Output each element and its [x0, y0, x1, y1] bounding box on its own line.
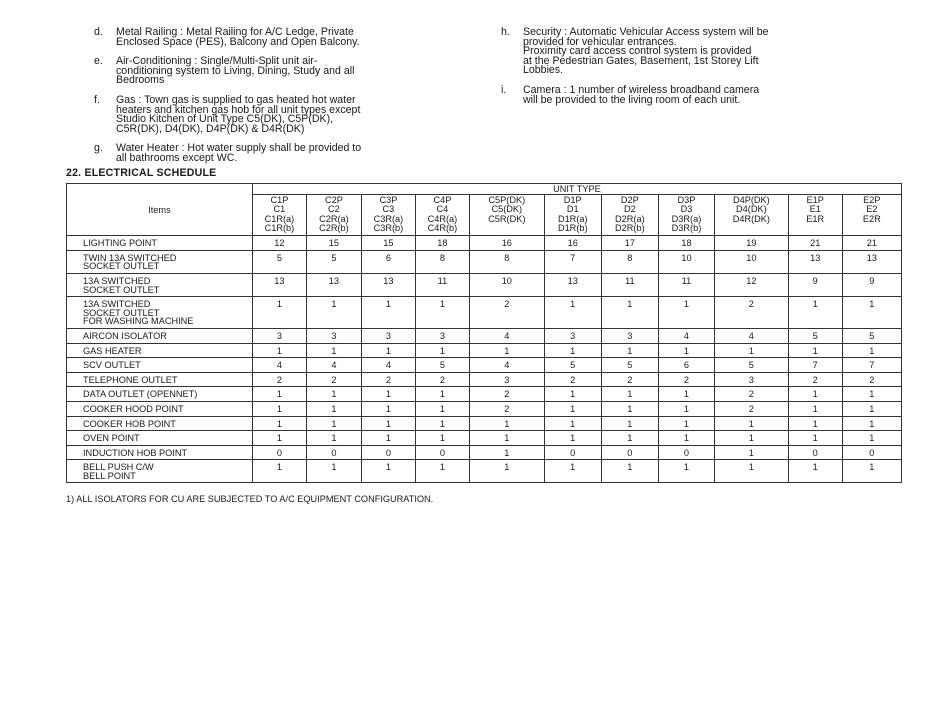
table-cell: 1: [252, 460, 306, 483]
table-cell: 0: [544, 445, 601, 460]
table-cell: 1: [714, 431, 788, 446]
row-label: [67, 431, 253, 446]
unit-type-name: E1R: [806, 213, 825, 224]
table-cell: 6: [361, 250, 415, 273]
table-cell: 1: [415, 297, 469, 329]
unit-type-name: C3: [382, 204, 395, 215]
table-cell: 15: [361, 236, 415, 251]
row-label-line: 13A SWITCHED: [83, 299, 151, 310]
item-letter: i.: [501, 83, 507, 96]
table-cell: 1: [252, 297, 306, 329]
table-cell: 1: [714, 343, 788, 358]
item-letter: f.: [94, 93, 100, 106]
table-cell: 0: [415, 445, 469, 460]
unit-type-name: D1R(b): [557, 222, 588, 233]
unit-type-name: E2P: [863, 195, 881, 205]
unit-type-column-header: [469, 195, 544, 236]
table-cell: 13: [252, 273, 306, 296]
unit-type-name: D1R(a): [557, 213, 588, 224]
table-cell: 1: [361, 401, 415, 416]
row-label-line: SCV OUTLET: [83, 360, 141, 371]
unit-type-name: C1R(b): [264, 222, 295, 233]
table-cell: 2: [469, 297, 544, 329]
table-cell: 1: [714, 416, 788, 431]
table-cell: 1: [658, 297, 714, 329]
table-cell: 2: [714, 297, 788, 329]
unit-type-name: C2: [328, 204, 340, 215]
item-text-line: Enclosed Space (PES), Balcony and Open Balcony.: [116, 35, 360, 48]
item-text-line: Camera : 1 number of wireless broadband camera: [523, 83, 760, 96]
table-cell: 1: [788, 387, 842, 402]
item-text-line: Gas : Town gas is supplied to gas heated hot water: [116, 93, 356, 106]
table-row: [67, 445, 902, 460]
table-cell: 1: [469, 416, 544, 431]
table-cell: 3: [469, 372, 544, 387]
unit-type-name: C1: [273, 204, 286, 215]
unit-type-name: C2P: [324, 195, 343, 205]
table-cell: 3: [714, 372, 788, 387]
row-label-line: FOR WASHING MACHINE: [83, 316, 194, 327]
unit-type-column-header: [658, 195, 714, 236]
unit-type-name: C4: [436, 204, 449, 215]
unit-type-name: E2R: [862, 213, 881, 224]
unit-type-column-header: [842, 195, 901, 236]
unit-type-name: D2: [623, 204, 636, 215]
row-label: [67, 445, 253, 460]
row-label-line: INDUCTION HOB POINT: [83, 447, 188, 458]
table-cell: 1: [601, 387, 658, 402]
unit-type-name: D2R(b): [615, 222, 645, 233]
table-cell: 1: [544, 343, 601, 358]
row-label-line: TWIN 13A SWITCHED: [83, 252, 177, 263]
row-label-line: BELL POINT: [83, 470, 136, 481]
table-cell: 2: [788, 372, 842, 387]
item-text: [116, 144, 450, 163]
table-cell: 1: [601, 460, 658, 483]
footnote: 1) ALL ISOLATORS FOR CU ARE SUBJECTED TO A/C EQUIPMENT CONFIGURATION.: [66, 494, 434, 504]
table-cell: 1: [361, 460, 415, 483]
table-cell: 1: [415, 343, 469, 358]
section-title: 22. ELECTRICAL SCHEDULE: [66, 167, 217, 179]
table-cell: 9: [788, 273, 842, 296]
table-row: [67, 297, 902, 329]
table-row: [67, 273, 902, 296]
table-row: [67, 460, 902, 483]
unit-type-name: C3R(b): [373, 222, 404, 233]
item-text: [116, 93, 450, 135]
table-cell: 13: [544, 273, 601, 296]
table-cell: 3: [306, 328, 361, 343]
table-cell: 1: [306, 460, 361, 483]
item-text-line: Water Heater : Hot water supply shall be provided to: [116, 142, 362, 155]
table-cell: 0: [306, 445, 361, 460]
table-cell: 1: [788, 416, 842, 431]
table-cell: 1: [601, 431, 658, 446]
unit-type-name: C5(DK): [491, 204, 523, 215]
table-cell: 1: [601, 401, 658, 416]
table-cell: 0: [658, 445, 714, 460]
table-cell: 1: [601, 297, 658, 329]
row-label: [67, 328, 253, 343]
unit-type-name: D2R(a): [615, 213, 645, 224]
table-cell: 1: [544, 387, 601, 402]
row-label: [67, 273, 253, 296]
table-cell: 0: [842, 445, 901, 460]
table-cell: 1: [842, 343, 901, 358]
item-text-line: all bathrooms except WC.: [116, 151, 238, 164]
table-cell: 1: [658, 416, 714, 431]
table-cell: 1: [469, 460, 544, 483]
table-cell: 2: [252, 372, 306, 387]
unit-type-name: C5P(DK): [488, 195, 526, 205]
table-cell: 1: [306, 387, 361, 402]
item-text-line: Metal Railing : Metal Railing for A/C Ledge, Private: [116, 26, 354, 38]
table-cell: 3: [601, 328, 658, 343]
row-label-line: 13A SWITCHED: [83, 275, 151, 286]
table-cell: 11: [658, 273, 714, 296]
table-cell: 1: [544, 431, 601, 446]
table-cell: 4: [361, 358, 415, 373]
table-cell: 18: [658, 236, 714, 251]
table-cell: 3: [544, 328, 601, 343]
table-cell: 1: [252, 416, 306, 431]
table-cell: 15: [306, 236, 361, 251]
item-letter: g.: [94, 142, 103, 155]
unit-type-column-header: [306, 195, 361, 236]
row-label-line: LIGHTING POINT: [83, 238, 158, 249]
row-label: [67, 236, 253, 251]
unit-type-name: C1R(a): [264, 213, 295, 224]
unit-type-name: C5R(DK): [488, 213, 526, 224]
table-cell: 1: [469, 445, 544, 460]
table-cell: 0: [788, 445, 842, 460]
table-cell: 2: [842, 372, 901, 387]
table-cell: 3: [361, 328, 415, 343]
row-label: [67, 297, 253, 329]
table-cell: 1: [544, 297, 601, 329]
table-cell: 1: [544, 460, 601, 483]
items-header: Items: [67, 184, 253, 236]
table-cell: 5: [788, 328, 842, 343]
table-cell: 1: [306, 297, 361, 329]
item-text-line: C5R(DK), D4(DK), D4P(DK) & D4R(DK): [116, 122, 305, 135]
table-cell: 5: [601, 358, 658, 373]
right-item: [501, 83, 857, 106]
table-row: [67, 401, 902, 416]
item-text-line: Air-Conditioning : Single/Multi-Split unit air-: [116, 55, 318, 68]
row-label-line: SOCKET OUTLET: [83, 261, 160, 272]
item-letter: e.: [94, 55, 103, 68]
table-cell: 1: [788, 431, 842, 446]
table-row: [67, 343, 902, 358]
row-label-line: DATA OUTLET (OPENNET): [83, 389, 198, 400]
table-cell: 1: [252, 401, 306, 416]
item-text: [116, 28, 450, 47]
item-text-line: will be provided to the living room of each unit.: [523, 93, 741, 106]
row-label: [67, 372, 253, 387]
item-text-line: Bedrooms: [116, 74, 165, 87]
table-cell: 11: [415, 273, 469, 296]
table-cell: 5: [714, 358, 788, 373]
unit-type-name: C4P: [433, 195, 452, 205]
table-cell: 1: [714, 445, 788, 460]
unit-type-name: D3P: [677, 195, 696, 205]
unit-type-name: C4R(a): [427, 213, 458, 224]
row-label-line: AIRCON ISOLATOR: [83, 330, 167, 341]
item-text-line: heaters and kitchen gas hob for all unit types except: [116, 103, 361, 116]
left-column: [94, 28, 450, 174]
unit-type-name: D3R(b): [671, 222, 702, 233]
table-cell: 1: [788, 343, 842, 358]
table-cell: 7: [842, 358, 901, 373]
right-column: [501, 28, 857, 115]
table-cell: 3: [252, 328, 306, 343]
table-cell: 1: [658, 460, 714, 483]
table-cell: 16: [469, 236, 544, 251]
table-cell: 1: [601, 343, 658, 358]
table-cell: 4: [252, 358, 306, 373]
table-row: [67, 431, 902, 446]
table-cell: 5: [415, 358, 469, 373]
table-cell: 2: [658, 372, 714, 387]
table-cell: 1: [415, 387, 469, 402]
table-cell: 2: [601, 372, 658, 387]
row-label: [67, 387, 253, 402]
table-cell: 1: [361, 431, 415, 446]
unit-type-name: E1: [809, 204, 821, 215]
table-cell: 0: [601, 445, 658, 460]
unit-type-name: D1: [566, 204, 579, 215]
table-cell: 12: [714, 273, 788, 296]
table-cell: 1: [842, 387, 901, 402]
table-cell: 13: [306, 273, 361, 296]
row-label-line: BELL PUSH C/W: [83, 462, 154, 473]
table-row: [67, 236, 902, 251]
table-row: [67, 328, 902, 343]
unit-type-name: D4P(DK): [732, 195, 770, 205]
table-cell: 4: [469, 358, 544, 373]
unit-type-column-header: [252, 195, 306, 236]
unit-type-name: C3R(a): [373, 213, 404, 224]
table-cell: 1: [415, 460, 469, 483]
item-text: [116, 57, 450, 86]
table-cell: 4: [306, 358, 361, 373]
item-text-line: Proximity card access control system is provided: [523, 45, 752, 58]
row-label-line: TELEPHONE OUTLET: [83, 374, 178, 385]
table-cell: 1: [306, 431, 361, 446]
unit-type-name: C2R(a): [319, 213, 349, 224]
unit-type-row: [67, 184, 902, 195]
item-text-line: Studio Kitchen of Unit Type C5(DK), C5P(DK),: [116, 113, 334, 126]
item-text-line: conditioning system to Living, Dining, Study and all: [116, 64, 355, 77]
table-cell: 2: [544, 372, 601, 387]
table-cell: 2: [361, 372, 415, 387]
table-cell: 1: [544, 401, 601, 416]
table-row: [67, 387, 902, 402]
unit-type-column-header: [601, 195, 658, 236]
table-cell: 18: [415, 236, 469, 251]
left-item: [94, 28, 450, 47]
unit-type-name: C2R(b): [319, 222, 349, 233]
table-cell: 19: [714, 236, 788, 251]
right-item: [501, 28, 857, 76]
table-cell: 1: [361, 416, 415, 431]
table-cell: 1: [714, 460, 788, 483]
table-cell: 7: [544, 250, 601, 273]
row-label-line: SOCKET OUTLET: [83, 284, 160, 295]
table-cell: 17: [601, 236, 658, 251]
table-cell: 21: [842, 236, 901, 251]
unit-type-name: D1P: [563, 195, 582, 205]
table-cell: 5: [306, 250, 361, 273]
row-label-line: COOKER HOB POINT: [83, 418, 176, 429]
table-cell: 13: [361, 273, 415, 296]
unit-type-column-header: [361, 195, 415, 236]
table-cell: 7: [788, 358, 842, 373]
table-cell: 1: [658, 431, 714, 446]
table-cell: 1: [842, 297, 901, 329]
unit-type-column-header: [714, 195, 788, 236]
table-cell: 1: [469, 343, 544, 358]
unit-type-name: C1P: [270, 195, 289, 205]
item-text-line: at the Pedestrian Gates, Basement, 1st Storey Lift: [523, 54, 759, 67]
table-cell: 1: [252, 343, 306, 358]
table-cell: 1: [361, 387, 415, 402]
table-cell: 8: [601, 250, 658, 273]
table-cell: 0: [361, 445, 415, 460]
table-cell: 1: [252, 387, 306, 402]
row-label: [67, 250, 253, 273]
unit-type-name: D3R(a): [671, 213, 702, 224]
table-cell: 12: [252, 236, 306, 251]
unit-type-column-header: [544, 195, 601, 236]
table-cell: 1: [415, 431, 469, 446]
table-cell: 2: [306, 372, 361, 387]
unit-type-name: E1P: [806, 195, 824, 205]
table-cell: 5: [544, 358, 601, 373]
table-cell: 1: [415, 416, 469, 431]
table-cell: 10: [469, 273, 544, 296]
unit-type-column-header: [788, 195, 842, 236]
table-cell: 1: [658, 387, 714, 402]
table-cell: 1: [306, 416, 361, 431]
table-cell: 1: [788, 297, 842, 329]
table-cell: 13: [842, 250, 901, 273]
row-label: [67, 358, 253, 373]
table-cell: 1: [842, 431, 901, 446]
row-label-line: COOKER HOOD POINT: [83, 403, 184, 414]
item-letter: h.: [501, 26, 510, 38]
table-row: [67, 416, 902, 431]
table-cell: 11: [601, 273, 658, 296]
unit-type-name: D4(DK): [736, 204, 767, 215]
table-cell: 1: [842, 401, 901, 416]
table-cell: 1: [544, 416, 601, 431]
table-cell: 1: [361, 343, 415, 358]
unit-type-header: UNIT TYPE: [252, 184, 901, 195]
table-cell: 5: [252, 250, 306, 273]
table-cell: 10: [658, 250, 714, 273]
unit-type-name: C4R(b): [427, 222, 458, 233]
row-label: [67, 416, 253, 431]
table-cell: 2: [714, 401, 788, 416]
row-label-line: GAS HEATER: [83, 345, 142, 356]
table-cell: 5: [842, 328, 901, 343]
table-cell: 1: [415, 401, 469, 416]
item-text-line: Lobbies.: [523, 64, 564, 77]
row-label: [67, 401, 253, 416]
left-item: [94, 57, 450, 86]
row-label-line: OVEN POINT: [83, 433, 140, 444]
item-text: [523, 83, 857, 106]
item-text-line: provided for vehicular entrances.: [523, 35, 677, 48]
table-cell: 1: [252, 431, 306, 446]
table-cell: 16: [544, 236, 601, 251]
unit-type-name: D3: [680, 204, 693, 215]
table-cell: 1: [658, 343, 714, 358]
table-cell: 0: [252, 445, 306, 460]
item-text-line: Security : Automatic Vehicular Access system will be: [523, 26, 769, 38]
table-cell: 1: [842, 460, 901, 483]
unit-type-name: D2P: [620, 195, 639, 205]
table-cell: 2: [469, 387, 544, 402]
table-cell: 10: [714, 250, 788, 273]
table-cell: 4: [714, 328, 788, 343]
table-cell: 1: [601, 416, 658, 431]
table-cell: 1: [306, 401, 361, 416]
left-item: [94, 144, 450, 163]
table-row: [67, 358, 902, 373]
left-item: [94, 93, 450, 135]
table-cell: 1: [842, 416, 901, 431]
table-cell: 1: [469, 431, 544, 446]
table-cell: 1: [788, 401, 842, 416]
table-cell: 1: [361, 297, 415, 329]
table-cell: 8: [469, 250, 544, 273]
table-cell: 4: [658, 328, 714, 343]
electrical-schedule-table: [66, 183, 902, 483]
item-text: [523, 28, 857, 76]
unit-type-column-header: [415, 195, 469, 236]
table-cell: 6: [658, 358, 714, 373]
table-cell: 13: [788, 250, 842, 273]
table-cell: 4: [469, 328, 544, 343]
table-cell: 2: [714, 387, 788, 402]
row-label: [67, 343, 253, 358]
unit-type-name: C3P: [379, 195, 398, 205]
table-cell: 2: [415, 372, 469, 387]
unit-type-name: E2: [866, 204, 878, 215]
row-label: [67, 460, 253, 483]
table-cell: 1: [788, 460, 842, 483]
table-cell: 1: [306, 343, 361, 358]
table-cell: 1: [658, 401, 714, 416]
item-letter: d.: [94, 26, 103, 38]
table-cell: 3: [415, 328, 469, 343]
table-row: [67, 250, 902, 273]
table-cell: 2: [469, 401, 544, 416]
unit-type-name: D4R(DK): [732, 213, 770, 224]
row-label-line: SOCKET OUTLET: [83, 307, 160, 318]
table-cell: 21: [788, 236, 842, 251]
table-cell: 8: [415, 250, 469, 273]
table-cell: 9: [842, 273, 901, 296]
table-row: [67, 372, 902, 387]
